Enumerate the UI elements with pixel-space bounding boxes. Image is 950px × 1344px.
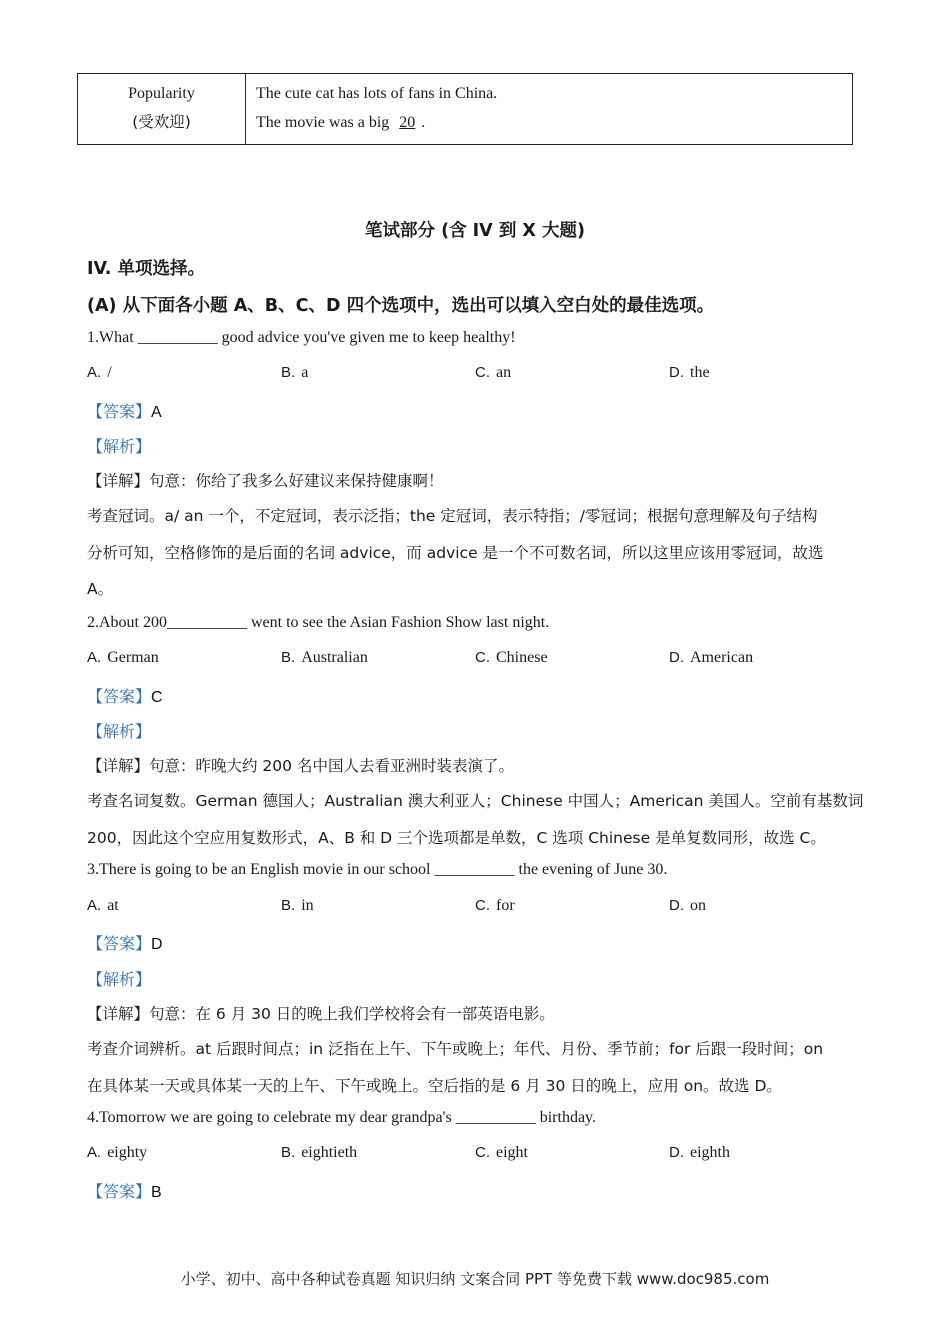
- option-c: C. an: [475, 364, 512, 381]
- option-a: A. /: [87, 364, 112, 381]
- option-a: A. eighty: [87, 1144, 148, 1161]
- analysis-label: 【解析】: [87, 437, 152, 456]
- sub-heading: (A) 从下面各小题 A、B、C、D 四个选项中，选出可以填入空白处的最佳选项。: [87, 296, 715, 316]
- question-stem: 1.What __________ good advice you've given me to keep healthy!: [87, 329, 516, 346]
- question-stem: 2.About 200__________ went to see the Asian Fashion Show last night.: [87, 614, 550, 631]
- explain-line: 考查名词复数。German 德国人；Australian 澳大利亚人；Chinese 中国人；American 美国人。空前有基数词: [87, 792, 864, 810]
- answer-line: 【答案】B: [87, 1182, 162, 1201]
- part-heading: IV. 单项选择。: [87, 259, 206, 279]
- explain-line: 分析可知，空格修饰的是后面的名词 advice，而 advice 是一个不可数名词，所以这里应该用零冠词，故选: [87, 544, 824, 562]
- option-d: D. American: [669, 649, 754, 666]
- explain-line: A。: [87, 580, 114, 598]
- option-c: C. for: [475, 897, 515, 914]
- section-title: 笔试部分 (含 IV 到 X 大题): [364, 221, 585, 241]
- explain-line: 考查冠词。a/ an 一个，不定冠词，表示泛指；the 定冠词，表示特指；/零冠词；根据句意理解及句子结构: [87, 507, 818, 525]
- analysis-label: 【解析】: [87, 970, 152, 989]
- analysis-label: 【解析】: [87, 722, 152, 741]
- option-d: D. on: [669, 897, 706, 914]
- option-a: A. German: [87, 649, 159, 666]
- question-stem: 4.Tomorrow we are going to celebrate my dear grandpa's __________ birthday.: [87, 1109, 597, 1126]
- popularity-table: [77, 73, 853, 145]
- explain-line: 200，因此这个空应用复数形式，A、B 和 D 三个选项都是单数，C 选项 Chinese 是单复数同形，故选 C。: [87, 829, 826, 847]
- answer-line: 【答案】C: [87, 687, 163, 706]
- blank-number: 20: [399, 114, 416, 131]
- option-b: B. Australian: [281, 649, 368, 666]
- detail-line: 【详解】句意：昨晚大约 200 名中国人去看亚洲时装表演了。: [87, 757, 514, 775]
- answer-line: 【答案】D: [87, 934, 163, 953]
- option-b: B. eightieth: [281, 1144, 358, 1161]
- option-d: D. the: [669, 364, 710, 381]
- detail-line: 【详解】句意：你给了我多么好建议来保持健康啊！: [87, 472, 444, 490]
- option-b: B. a: [281, 364, 309, 381]
- option-c: C. eight: [475, 1144, 528, 1161]
- option-a: A. at: [87, 897, 119, 914]
- explain-line: 在具体某一天或具体某一天的上午、下午或晚上。空后指的是 6 月 30 日的晚上，应用 on。故选 D。: [87, 1077, 782, 1095]
- option-d: D. eighth: [669, 1144, 730, 1161]
- table-sentence-2: The movie was a big 20 .: [256, 114, 426, 131]
- detail-line: 【详解】句意：在 6 月 30 日的晚上我们学校将会有一部英语电影。: [87, 1005, 555, 1023]
- question-stem: 3.There is going to be an English movie in our school __________ the evening of June 30.: [87, 861, 668, 878]
- table-label-cell: [78, 74, 246, 144]
- table-sentence-1: The cute cat has lots of fans in China.: [256, 85, 498, 102]
- answer-line: 【答案】A: [87, 402, 162, 421]
- table-content-cell: [246, 74, 852, 144]
- option-b: B. in: [281, 897, 314, 914]
- page-footer: 小学、初中、高中各种试卷真题 知识归纳 文案合同 PPT 等免费下载 www.doc985.com: [180, 1270, 770, 1288]
- explain-line: 考查介词辨析。at 后跟时间点；in 泛指在上午、下午或晚上；年代、月份、季节前；for 后跟一段时间；on: [87, 1040, 824, 1058]
- table-label-en: Popularity: [128, 85, 195, 102]
- option-c: C. Chinese: [475, 649, 548, 666]
- table-label-cn: (受欢迎): [132, 113, 191, 131]
